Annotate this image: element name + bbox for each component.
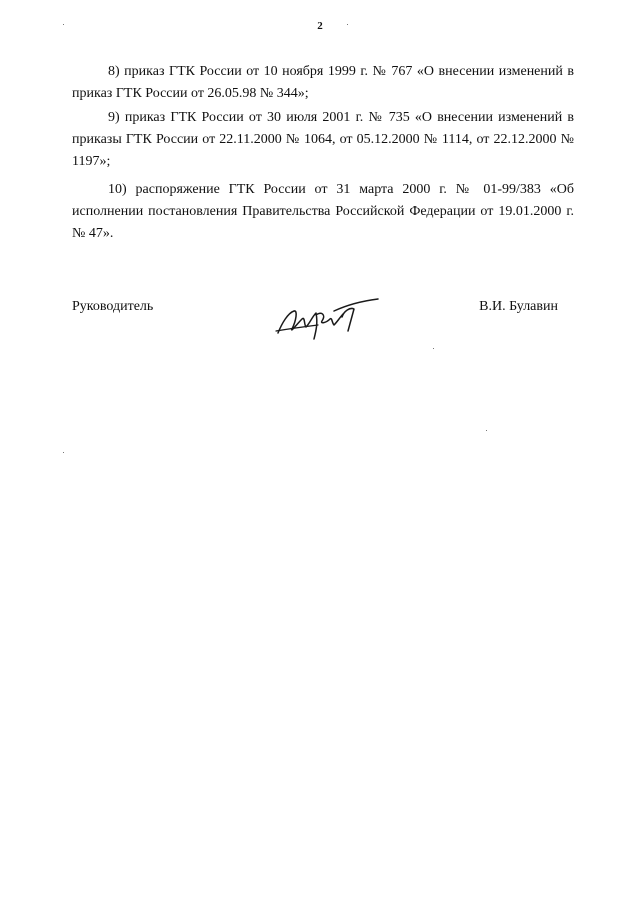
page-number: 2 — [317, 20, 323, 32]
scan-speck — [433, 348, 434, 349]
scan-speck — [63, 24, 64, 25]
signatory-name: В.И. Булавин — [479, 299, 558, 314]
scan-speck — [63, 452, 64, 453]
list-item: 10) распоряжение ГТК России от 31 марта 2000 г. № 01-99/383 «Об исполнении постановления Правительства Российской Федерации от 19.01.2000 г. № 47». — [72, 182, 574, 241]
scan-speck — [347, 24, 348, 25]
list-item: 8) приказ ГТК России от 10 ноября 1999 г. № 767 «О внесении изменений в приказ ГТК России от 26.05.98 № 344»; — [72, 64, 574, 101]
scan-speck — [486, 430, 487, 431]
list-item: 9) приказ ГТК России от 30 июля 2001 г. № 735 «О внесении изменений в приказы ГТК России от 22.11.2000 № 1064, от 05.12.2000 № 1114, от 22.12.2000 № 1197»; — [72, 110, 574, 169]
handwritten-signature — [272, 293, 382, 343]
signatory-position: Руководитель — [72, 299, 154, 314]
signature-block — [72, 299, 574, 359]
